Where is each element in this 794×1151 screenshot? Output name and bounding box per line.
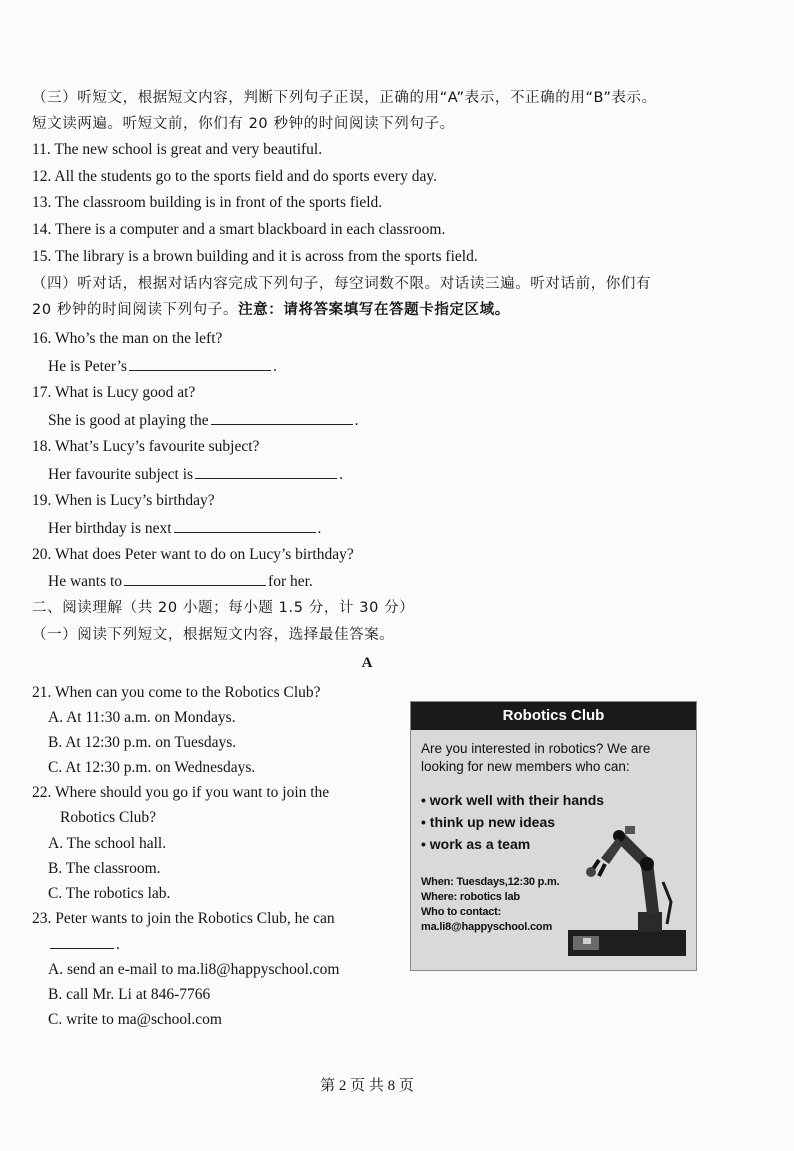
tf-item-14: 14. There is a computer and a smart blackboard in each classroom. xyxy=(32,221,446,238)
mc-option-21a: A. At 11:30 a.m. on Mondays. xyxy=(48,709,236,726)
mc-question-23: 23. Peter wants to join the Robotics Club, he can xyxy=(32,910,335,927)
answer-blank-23[interactable] xyxy=(50,934,114,949)
reading-section-title: 二、阅读理解（共 20 小题；每小题 1.5 分，计 30 分） xyxy=(32,600,415,616)
answer-blank-19[interactable] xyxy=(174,518,316,533)
mc-question-21: 21. When can you come to the Robotics Club? xyxy=(32,684,321,701)
part4-instruction-prefix: 20 秒钟的时间阅读下列句子。 xyxy=(32,302,239,318)
mc-option-22a: A. The school hall. xyxy=(48,835,167,852)
tf-item-15: 15. The library is a brown building and it is across from the sports field. xyxy=(32,248,478,265)
mc-option-22c: C. The robotics lab. xyxy=(48,885,171,902)
reading-sub-title: （一）阅读下列短文，根据短文内容，选择最佳答案。 xyxy=(32,627,395,643)
fill-answer-18: Her favourite subject is . xyxy=(48,466,343,483)
robotics-club-poster xyxy=(410,701,697,971)
mc-option-23a: A. send an e-mail to ma.li8@happyschool.com xyxy=(48,961,340,978)
poster-intro: Are you interested in robotics? We are looking for new members who can: xyxy=(421,741,651,774)
page-footer: 第 2 页 共 8 页 xyxy=(320,1078,414,1094)
fill-answer-20: He wants to for her. xyxy=(48,573,313,590)
fill-question-20: 20. What does Peter want to do on Lucy’s birthday? xyxy=(32,546,354,563)
poster-contact-label: Who to contact: xyxy=(421,906,502,918)
fill-question-18: 18. What’s Lucy’s favourite subject? xyxy=(32,438,260,455)
part4-note: 注意：请将答案填写在答题卡指定区域。 xyxy=(238,302,510,318)
tf-item-12: 12. All the students go to the sports field and do sports every day. xyxy=(32,168,437,185)
fill-question-19: 19. When is Lucy’s birthday? xyxy=(32,492,215,509)
mc-option-23b: B. call Mr. Li at 846-7766 xyxy=(48,986,211,1003)
part4-instruction-line1: （四）听对话，根据对话内容完成下列句子，每空词数不限。对话读三遍。听对话前，你们有 xyxy=(32,276,652,292)
mc-question-22: 22. Where should you go if you want to join the xyxy=(32,784,330,801)
mc-option-22b: B. The classroom. xyxy=(48,860,161,877)
fill-answer-17: She is good at playing the . xyxy=(48,412,359,429)
robot-arm-icon xyxy=(563,812,693,962)
answer-blank-16[interactable] xyxy=(129,356,271,371)
answer-blank-20[interactable] xyxy=(124,571,266,586)
poster-bullet-ideas: • think up new ideas xyxy=(421,814,556,830)
tf-item-11: 11. The new school is great and very beautiful. xyxy=(32,141,323,158)
mc-option-21c: C. At 12:30 p.m. on Wednesdays. xyxy=(48,759,256,776)
poster-where: Where: robotics lab xyxy=(421,891,520,903)
answer-blank-18[interactable] xyxy=(195,464,337,479)
fill-question-17: 17. What is Lucy good at? xyxy=(32,384,196,401)
poster-contact-email: ma.li8@happyschool.com xyxy=(421,921,553,933)
poster-bullet-hands: • work well with their hands xyxy=(421,792,605,808)
part4-instruction-line2 xyxy=(32,300,510,320)
tf-item-13: 13. The classroom building is in front of the sports field. xyxy=(32,194,383,211)
mc-question-22-cont: Robotics Club? xyxy=(60,809,157,826)
passage-label: A xyxy=(361,655,373,671)
part3-instruction-line1: （三）听短文，根据短文内容，判断下列句子正误，正确的用“A”表示，不正确的用“B”表示。 xyxy=(32,90,657,106)
mc-option-23c: C. write to ma@school.com xyxy=(48,1011,222,1028)
fill-answer-16: He is Peter’s . xyxy=(48,358,277,375)
part3-instruction-line2: 短文读两遍。听短文前，你们有 20 秒钟的时间阅读下列句子。 xyxy=(32,116,455,132)
poster-title: Robotics Club xyxy=(411,702,696,730)
answer-blank-17[interactable] xyxy=(211,410,353,425)
poster-bullet-team: • work as a team xyxy=(421,836,531,852)
fill-answer-19: Her birthday is next . xyxy=(48,520,322,537)
fill-question-16: 16. Who’s the man on the left? xyxy=(32,330,223,347)
poster-when: When: Tuesdays,12:30 p.m. xyxy=(421,876,560,888)
mc-question-23-blank: . xyxy=(48,934,120,955)
mc-option-21b: B. At 12:30 p.m. on Tuesdays. xyxy=(48,734,237,751)
